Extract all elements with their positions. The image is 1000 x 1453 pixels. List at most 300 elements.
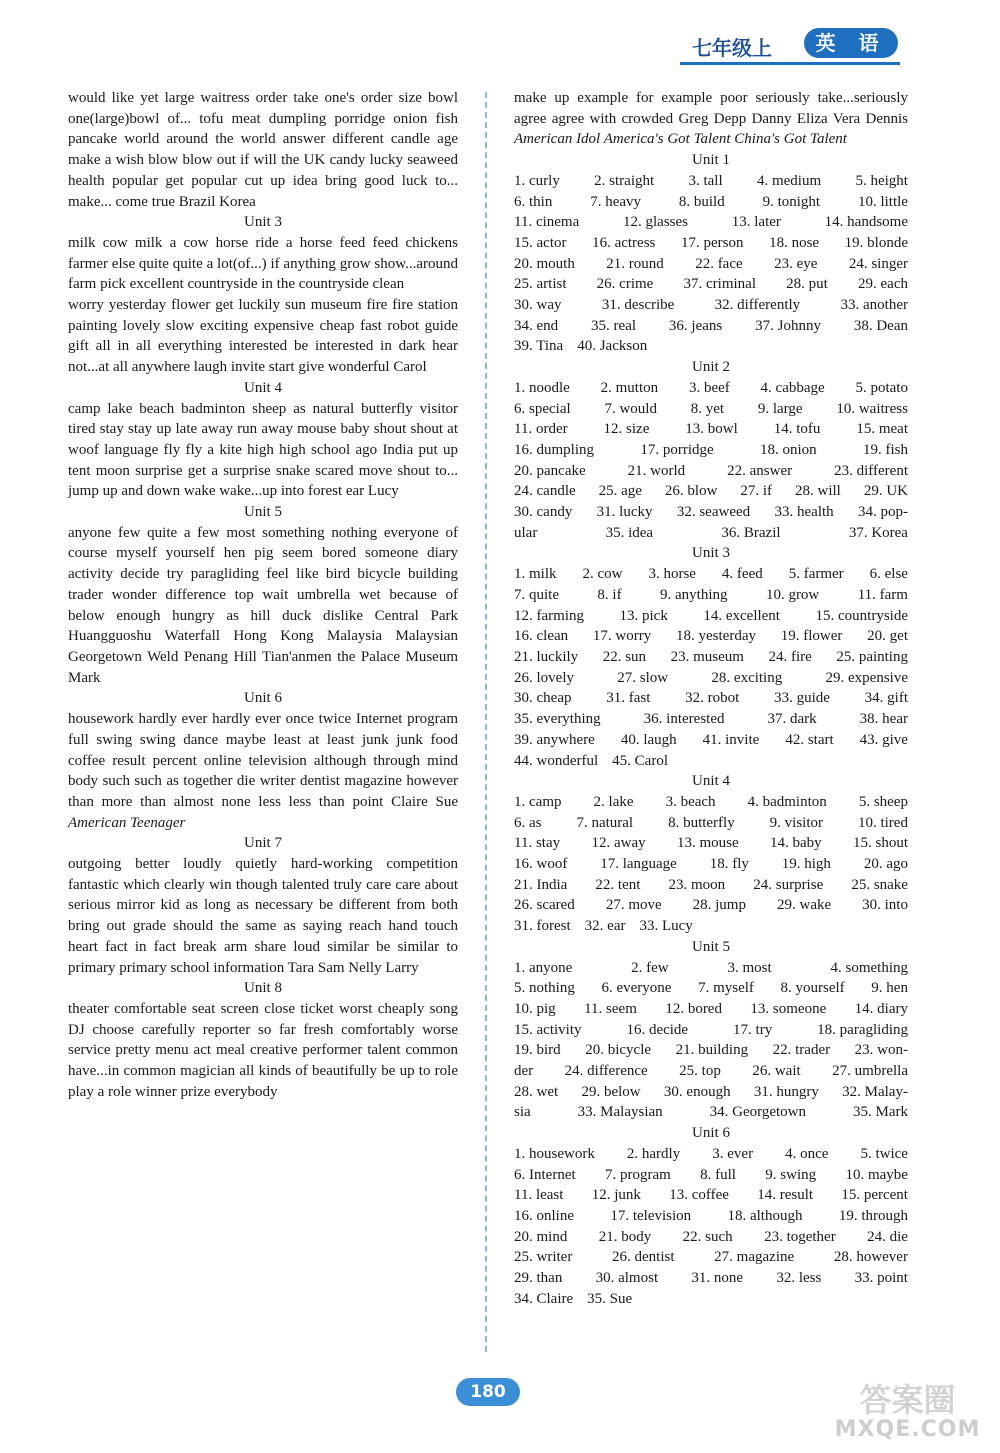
answer-item: 4. something [830,959,908,976]
answer-item: 12. farming [514,607,584,624]
answer-row [514,1102,908,1123]
answer-row [514,1227,908,1248]
answer-item: 29. expensive [825,669,908,686]
answer-item: 31. hungry [753,1083,819,1100]
answer-item: 7. quite [514,586,559,603]
vocabulary-text: worry yesterday flower get luckily sun museum fire fire station painting lovely slow exciting expensive cheap fast robot guide gift all in all everything interested be interested in dark hear not...at all anywhere laugh invite start give wonderful Carol [68,297,458,376]
answer-item: 18. onion [760,441,817,458]
italic-title: American Idol America's Got Talent China's Got Talent [514,131,847,148]
answer-item: 17. porridge [640,441,714,458]
answer-row [514,295,908,316]
answer-item: 35. Sue [587,1290,633,1307]
answer-item: 36. interested [643,711,725,728]
answer-row [514,481,908,502]
answer-item: 22. tent [595,876,641,893]
answer-item: 5. farmer [788,566,844,583]
answer-item: 32. differently [714,297,801,314]
answer-item: 40. Jackson [577,338,648,355]
answer-item: 6. everyone [601,980,672,997]
answer-row [514,254,908,275]
answer-item: 37. dark [767,711,817,728]
answer-item: 3. horse [648,566,696,583]
answer-item: 1. noodle [514,379,570,396]
answer-item: 5. twice [860,1145,908,1162]
answer-item: 20. mouth [514,255,575,272]
answer-item: 8. yet [690,400,725,417]
answer-item: 20. ago [863,856,908,873]
unit-heading: Unit 8 [244,980,282,997]
answer-item: 23. museum [670,648,744,665]
answer-item: 4. cabbage [760,379,825,396]
answer-row [514,399,908,420]
answer-item: 15. actor [514,234,567,251]
page-header [680,26,910,66]
answer-item: 35. everything [514,711,601,728]
answer-row [514,1206,908,1227]
answer-row [514,1082,908,1103]
vocabulary-text: milk cow milk a cow horse ride a horse feed feed chickens farmer else quite quite a lot(of...) if anything grow show...around farm pick excellent countryside in the countryside clean [68,234,458,293]
answer-item: 37. Johnny [755,317,821,334]
answer-row [514,1268,908,1289]
vocabulary-paragraph [514,88,908,150]
answer-row [514,668,908,689]
answer-item: 5. sheep [858,793,908,810]
answer-row [514,958,908,979]
answer-item: 29. wake [776,897,832,914]
answer-item: 9. tonight [762,193,821,210]
vocabulary-paragraph [68,399,458,503]
answer-item: 8. yourself [780,980,845,997]
answer-item: 22. sun [602,648,647,665]
grade-label: 七年级上 [692,36,772,60]
answer-item: 2. hardly [626,1145,681,1162]
answer-item: 2. lake [593,793,634,810]
subject-badge: 英 语 [804,28,898,58]
vocabulary-paragraph [68,88,458,212]
answer-item: ular [514,524,538,541]
answer-item: 13. bowl [685,421,738,438]
answer-row [514,1144,908,1165]
answer-item: 24. die [867,1228,908,1245]
answer-item: 14. baby [769,835,822,852]
answer-item: 3. beach [665,793,716,810]
answer-item: 24. difference [564,1063,648,1080]
answer-item: 9. swing [765,1166,817,1183]
answer-item: 8. butterfly [668,814,735,831]
answer-item: 34. Claire [514,1290,574,1307]
answer-item: 7. would [604,400,657,417]
answer-item: 25. snake [851,876,908,893]
answer-item: 35. idea [605,524,654,541]
answer-item: 31. describe [601,297,675,314]
vocabulary-paragraph [68,233,458,295]
answer-item: 30. almost [595,1270,659,1287]
answer-item: 10. waitress [836,400,908,417]
answer-item: 11. least [514,1187,564,1204]
answer-item: 10. maybe [845,1166,908,1183]
answer-item: 27. umbrella [832,1063,908,1080]
answer-item: 27. magazine [714,1249,795,1266]
answer-item: 29. than [514,1270,563,1287]
answer-item: 7. program [604,1166,671,1183]
answer-row [514,626,908,647]
answer-item: 13. someone [750,1000,827,1017]
answer-item: 30. enough [663,1083,731,1100]
answer-item: 1. curly [514,172,560,189]
answer-item: 36. jeans [668,317,723,334]
answer-item: 8. build [678,193,725,210]
answer-item: 34. Georgetown [709,1104,806,1121]
unit-heading: Unit 5 [244,504,282,521]
answer-item: 39. Tina [514,338,564,355]
watermark-logo [820,1375,995,1450]
answer-item: 3. beef [688,379,730,396]
answer-row [514,1040,908,1061]
answer-item: 2. straight [594,172,655,189]
answer-item: 36. Brazil [721,524,781,541]
answer-item: 29. below [581,1083,641,1100]
answer-row [514,978,908,999]
answer-row [514,440,908,461]
answer-row [514,461,908,482]
answer-item: 18. fly [709,856,749,873]
page-number: 180 [456,1378,520,1406]
answer-item: 12. junk [591,1187,641,1204]
answer-item: 11. farm [857,586,908,603]
answer-item: 41. invite [702,731,760,748]
left-column [68,88,458,1102]
answer-item: 25. age [598,483,642,500]
answer-item: 3. most [727,959,772,976]
answer-item: 25. top [679,1063,721,1080]
answer-item: 21. luckily [514,648,579,665]
answer-item: 3. ever [712,1145,754,1162]
unit-heading: Unit 3 [692,545,730,562]
answer-item: 19. blonde [844,234,908,251]
answer-item: 12. bored [665,1000,722,1017]
answer-item: 22. trader [772,1042,831,1059]
answer-row [514,792,908,813]
answer-item: 5. nothing [514,980,575,997]
answer-item: 17. television [610,1207,692,1224]
answer-item: 4. badminton [747,793,827,810]
answer-item: 7. heavy [590,193,642,210]
answer-row [514,916,908,937]
answer-item: 28. put [786,276,828,293]
answer-item: 38. Dean [853,317,908,334]
vocabulary-text: camp lake beach badminton sheep as natural butterfly visitor tired stay stay up late away run away mouse baby shout shout at woof language fly fly a kite high high school ago India put up tent moon surprise get a surprise snake scared move shout to... jump up and down wake wake...up into forest ear Lucy [68,400,458,500]
answer-item: 31. forest [514,918,571,935]
answer-item: 17. language [600,856,677,873]
answer-item: 37. Korea [848,524,908,541]
answer-item: 33. Malaysian [577,1104,663,1121]
answer-item: 31. fast [606,690,651,707]
answer-item: 24. candle [514,483,576,500]
answer-item: 39. anywhere [514,731,595,748]
answer-row [514,875,908,896]
answer-row [514,274,908,295]
answer-item: 22. answer [727,462,793,479]
vocabulary-text: would like yet large waitress order take one's order size bowl one(large)bowl of... tofu meat dumpling porridge onion fish pancake world around the world answer different candle age make a wish blow blow out if will the UK candy lucky seaweed health popular get popular cut up idea bring good luck to... make... come true Brazil Korea [68,90,458,210]
answer-item: 13. mouse [676,835,739,852]
answer-item: 11. stay [514,835,561,852]
answer-item: 27. if [740,483,773,500]
answer-item: 16. online [514,1207,574,1224]
answer-item: 34. gift [864,690,908,707]
vocabulary-paragraph [68,709,458,833]
answer-item: 3. tall [688,172,723,189]
right-column [514,88,908,1309]
answer-item: 19. fish [863,441,908,458]
answer-row [514,564,908,585]
vocabulary-text: outgoing better loudly quietly hard-working competition fantastic which clearly win though talented truly care care about serious mirror kid as long as necessary be different from both bring out grade should the same as saying reach hand touch heart fact in fact break arm share loud similar be similar to primary primary school information Tara Sam Nelly Larry [68,856,458,976]
answer-item: 8. full [700,1166,736,1183]
answer-row [514,192,908,213]
unit-heading: Unit 4 [244,379,282,396]
answer-item: 25. painting [836,648,908,665]
answer-item: 14. result [757,1187,814,1204]
answer-item: 37. criminal [683,276,756,293]
answer-item: 10. tired [857,814,908,831]
answer-item: 9. anything [660,586,728,603]
answer-item: 6. special [514,400,571,417]
answer-item: 27. move [605,897,662,914]
answer-item: 18. although [727,1207,803,1224]
answer-item: 15. percent [841,1187,908,1204]
answer-item: der [514,1063,534,1080]
answer-item: 32. seaweed [676,504,751,521]
answer-row [514,585,908,606]
answer-item: 14. handsome [824,214,908,231]
answer-item: 25. writer [514,1249,573,1266]
answer-item: 22. face [695,255,743,272]
answer-item: 20. bicycle [585,1042,652,1059]
unit-heading: Unit 4 [692,773,730,790]
answer-row [514,895,908,916]
answer-item: 17. try [733,1021,773,1038]
vocabulary-paragraph [68,295,458,378]
answer-item: 25. artist [514,276,567,293]
answer-item: 19. flower [780,628,843,645]
answer-item: 28. jump [692,897,746,914]
vocabulary-text: housework hardly ever hardly ever once twice Internet program full swing swing dance maybe least at least junk junk food coffee result percent online television although through mind body such such as together die writer dentist magazine however than more than almost none less less than point Claire Sue [68,711,458,810]
answer-item: 43. give [859,731,908,748]
answer-item: 19. high [781,856,831,873]
unit-heading: Unit 1 [692,152,730,169]
answer-item: 26. crime [596,276,654,293]
answer-item: 29. UK [863,483,908,500]
answer-item: 16. decide [626,1021,689,1038]
answer-item: 30. candy [514,504,573,521]
answer-item: 23. eye [774,255,818,272]
answer-item: 12. size [603,421,650,438]
answer-item: 5. height [855,172,908,189]
answer-item: 29. each [858,276,908,293]
answer-item: 33. another [840,297,908,314]
answer-item: 14. diary [854,1000,908,1017]
answer-item: 15. shout [852,835,908,852]
vocabulary-paragraph [68,999,458,1103]
answer-item: 33. health [774,504,834,521]
answer-item: 33. guide [774,690,830,707]
answer-item: 12. away [591,835,646,852]
answer-item: 31. lucky [596,504,653,521]
answer-item: 16. actress [592,234,656,251]
answer-item: 44. wonderful [514,752,599,769]
answer-row [514,833,908,854]
vocabulary-text: anyone few quite a few most something nothing everyone of course myself yourself hen pig seem bored someone diary activity decide try paragliding feel like bird bicycle building trader wonder difference top wait umbrella wet because of below enough hungry as hill duck dislike Central Park Huangguoshu Waterfall Hong Kong Malaysia Malaysian Georgetown Weld Penang Hill Tian'anmen the Palace Museum Mark [68,524,458,686]
answer-item: 4. medium [756,172,822,189]
answer-item: 11. cinema [514,214,580,231]
answer-item: 26. scared [514,897,575,914]
answer-item: 1. housework [514,1145,595,1162]
answer-item: 9. hen [871,980,908,997]
answer-row [514,1247,908,1268]
answer-item: 42. start [785,731,834,748]
answer-item: 23. different [834,462,908,479]
answer-item: 17. person [680,234,744,251]
answer-item: 6. thin [514,193,553,210]
answer-item: 4. feed [721,566,763,583]
answer-item: 21. building [675,1042,749,1059]
answer-item: 31. none [691,1270,744,1287]
answer-item: 6. as [514,814,542,831]
answer-row [514,233,908,254]
answer-item: 13. coffee [669,1187,729,1204]
answer-item: 18. paragliding [817,1021,908,1038]
answer-item: 1. camp [514,793,562,810]
answer-item: 38. hear [859,711,908,728]
answer-item: 40. laugh [620,731,677,748]
answer-item: 22. such [682,1228,733,1245]
vocabulary-paragraph [68,854,458,978]
answer-item: 1. anyone [514,959,573,976]
answer-item: 16. clean [514,628,569,645]
vocabulary-text: theater comfortable seat screen close ticket worst cheaply song DJ choose carefully reporter so far fresh comfortably worse service pretty menu act meal creative performer talent common have...in common magician all kinds of beautifully be up to role play a role winner prize everybody [68,1000,458,1100]
answer-item: 2. few [631,959,669,976]
answer-row [514,316,908,337]
answer-item: 24. singer [848,255,908,272]
answer-item: sia [514,1104,531,1121]
answer-item: 28. wet [514,1083,559,1100]
answer-item: 33. point [854,1270,908,1287]
answer-item: 28. will [795,483,841,500]
answer-item: 28. however [833,1249,908,1266]
answer-item: 8. if [597,586,622,603]
answer-row [514,378,908,399]
answer-item: 32. robot [685,690,740,707]
answer-item: 13. later [731,214,781,231]
answer-item: 18. yesterday [676,628,756,645]
answer-item: 9. visitor [769,814,824,831]
answer-row [514,688,908,709]
answer-row [514,709,908,730]
answer-item: 10. little [857,193,908,210]
answer-item: 32. less [776,1270,822,1287]
answer-item: 26. blow [664,483,718,500]
answer-row [514,1289,908,1310]
answer-item: 12. glasses [623,214,689,231]
answer-item: 14. excellent [703,607,780,624]
answer-item: 6. else [869,566,908,583]
answer-item: 32. ear [584,918,626,935]
answer-item: 21. body [598,1228,652,1245]
answer-item: 10. grow [765,586,820,603]
answer-row [514,523,908,544]
unit-heading: Unit 3 [244,214,282,231]
answer-item: 21. world [627,462,686,479]
answer-item: 7. myself [698,980,754,997]
answer-item: 33. Lucy [639,918,693,935]
answer-item: 19. bird [514,1042,561,1059]
answer-row [514,502,908,523]
answer-row [514,647,908,668]
answer-item: 16. dumpling [514,441,595,458]
vocabulary-paragraph [68,523,458,689]
answer-row [514,419,908,440]
answer-row [514,813,908,834]
answer-item: 7. natural [576,814,634,831]
answer-item: 11. seem [584,1000,637,1017]
answer-row [514,854,908,875]
answer-item: 20. pancake [514,462,586,479]
answer-row [514,1165,908,1186]
unit-heading: Unit 5 [692,938,730,955]
answer-item: 16. woof [514,856,568,873]
watermark-url: MXQE.COM [834,1417,981,1442]
answer-item: 14. tofu [773,421,821,438]
answer-item: 2. cow [582,566,623,583]
answer-row [514,999,908,1020]
unit-heading: Unit 2 [692,359,730,376]
answer-row [514,212,908,233]
answer-item: 24. surprise [753,876,824,893]
answer-item: 23. won- [854,1042,908,1059]
answer-item: 30. into [862,897,908,914]
answer-item: 23. moon [668,876,726,893]
answer-item: 2. mutton [600,379,659,396]
answer-item: 30. way [514,297,562,314]
answer-item: 18. nose [769,234,820,251]
answer-item: 26. wait [752,1063,801,1080]
answer-item: 34. pop- [858,504,908,521]
watermark-cn: 答案圈 [859,1381,956,1419]
answer-row [514,1061,908,1082]
vocabulary-text: make up example for example poor seriously take...seriously agree agree with crowded Greg Depp Danny Eliza Vera Dennis [514,90,908,127]
answer-item: 5. potato [855,379,908,396]
answer-item: 20. get [867,628,908,645]
answer-item: 13. pick [619,607,668,624]
answer-item: 15. activity [514,1021,582,1038]
answer-item: 15. countryside [815,607,908,624]
answer-item: 34. end [514,317,559,334]
answer-item: 19. through [838,1207,908,1224]
answer-item: 15. meat [856,421,908,438]
answer-item: 9. large [757,400,803,417]
answer-item: 32. Malay- [842,1083,908,1100]
answer-item: 30. cheap [514,690,572,707]
answer-item: 24. fire [768,648,812,665]
answer-item: 4. once [785,1145,829,1162]
answer-item: 17. worry [592,628,652,645]
answer-item: 1. milk [514,566,557,583]
answer-item: 21. round [606,255,664,272]
answer-item: 28. exciting [711,669,783,686]
answer-row [514,751,908,772]
answer-item: 35. Mark [852,1104,908,1121]
unit-heading: Unit 6 [244,690,282,707]
answer-row [514,1020,908,1041]
